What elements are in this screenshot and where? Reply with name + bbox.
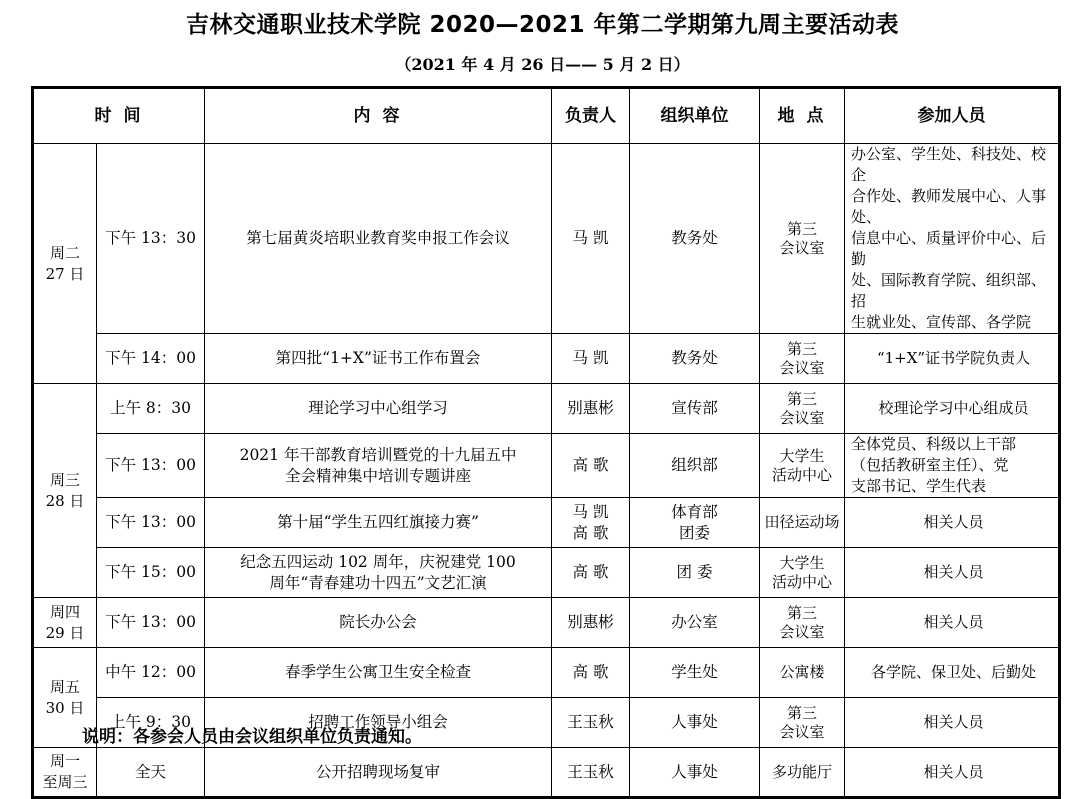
time-cell: 下午 15：00 [97, 548, 205, 598]
content-cell-line: 理论学习中心组学习 [308, 399, 448, 417]
owner-cell-line: 别惠彬 [567, 399, 614, 417]
table-row [33, 598, 1060, 648]
place-cell [760, 548, 845, 598]
place-cell [760, 498, 845, 548]
header-org: 组织单位 [630, 88, 760, 144]
content-cell-line: 公开招聘现场复审 [316, 762, 441, 781]
attendees-cell [845, 598, 1060, 648]
place-cell-line: 会议室 [779, 622, 825, 641]
attendees-cell-line: 全体党员、科级以上干部 [851, 435, 1017, 453]
place-cell [760, 144, 845, 334]
place-cell [760, 434, 845, 498]
content-cell [205, 334, 552, 384]
date-label: 至周三 [42, 773, 88, 791]
content-cell [205, 648, 552, 698]
org-cell [630, 648, 760, 698]
attendees-cell-line: 相关人员 [923, 513, 984, 531]
weekday-label: 周一 [49, 752, 80, 770]
content-cell-line: 招聘工作领导小组会 [308, 713, 448, 731]
table-row [33, 648, 1060, 698]
table-row [33, 334, 1060, 384]
owner-cell [552, 384, 630, 434]
place-cell [760, 334, 845, 384]
weekday-label: 周四 [49, 602, 80, 621]
time-cell: 下午 13：30 [97, 144, 205, 334]
owner-cell-line: 王玉秋 [567, 713, 614, 731]
place-cell-line: 大学生 [779, 553, 825, 572]
footnote: 说明：各参会人员由会议组织单位负责通知。 [82, 727, 422, 747]
place-cell-line: 公寓楼 [779, 663, 825, 681]
content-cell [205, 548, 552, 598]
time-cell: 下午 13：00 [97, 434, 205, 498]
owner-cell [552, 144, 630, 334]
content-cell-line: 第四批“1+X”证书工作布置会 [275, 349, 481, 367]
place-cell-line: 第三 [787, 603, 818, 622]
attendees-cell-line: 生就业处、宣传部、各学院 [851, 313, 1032, 331]
attendees-cell-line: 相关人员 [923, 762, 984, 781]
place-cell-line: 会议室 [779, 408, 825, 427]
place-cell-line: 多功能厅 [772, 762, 833, 781]
attendees-cell [845, 698, 1060, 748]
attendees-cell-line: 相关人员 [923, 613, 984, 631]
header-owner: 负责人 [552, 88, 630, 144]
owner-cell-line: 高 歌 [572, 456, 609, 474]
owner-cell-line: 高 歌 [572, 563, 609, 581]
place-cell-line: 第三 [787, 219, 818, 238]
org-cell [630, 548, 760, 598]
owner-cell [552, 498, 630, 548]
attendees-cell-line: 相关人员 [923, 713, 984, 731]
attendees-cell [845, 748, 1060, 798]
owner-cell [552, 748, 630, 798]
owner-cell-line: 马 凯 [572, 502, 609, 521]
attendees-cell [845, 498, 1060, 548]
owner-cell-line: 马 凯 [572, 229, 609, 247]
date-label: 30 日 [45, 698, 85, 717]
day-cell [33, 144, 97, 384]
attendees-cell [845, 434, 1060, 498]
weekday-label: 周二 [49, 243, 80, 262]
time-cell: 下午 13：00 [97, 498, 205, 548]
time-cell: 下午 13：00 [97, 598, 205, 648]
owner-cell-line: 马 凯 [572, 349, 609, 367]
attendees-cell [845, 548, 1060, 598]
org-cell [630, 498, 760, 548]
header-place: 地 点 [760, 88, 845, 144]
place-cell-line: 第三 [787, 703, 818, 722]
org-cell-line: 组织部 [671, 456, 718, 474]
table-row [33, 434, 1060, 498]
weekday-label: 周五 [49, 677, 80, 696]
table-row [33, 548, 1060, 598]
org-cell-line: 团 委 [676, 563, 713, 581]
place-cell-line: 田径运动场 [764, 513, 840, 531]
date-label: 28 日 [45, 491, 85, 510]
day-cell [33, 748, 97, 798]
org-cell [630, 144, 760, 334]
place-cell-line: 大学生 [779, 446, 825, 465]
header-attendees: 参加人员 [845, 88, 1060, 144]
date-label: 29 日 [45, 623, 85, 642]
place-cell [760, 748, 845, 798]
owner-cell [552, 598, 630, 648]
content-cell [205, 748, 552, 798]
content-cell-line: 2021 年干部教育培训暨党的十九届五中 [239, 445, 517, 464]
org-cell-line: 教务处 [671, 229, 718, 247]
attendees-cell [845, 144, 1060, 334]
owner-cell-line: 王玉秋 [567, 762, 614, 781]
date-label: 27 日 [45, 264, 85, 283]
place-cell [760, 598, 845, 648]
header-content: 内 容 [205, 88, 552, 144]
org-cell [630, 748, 760, 798]
table-row [33, 498, 1060, 548]
date-range: （2021 年 4 月 26 日—— 5 月 2 日） [395, 55, 690, 74]
content-cell [205, 384, 552, 434]
attendees-cell [845, 334, 1060, 384]
org-cell-line: 学生处 [671, 663, 718, 681]
attendees-cell-line: 相关人员 [923, 563, 984, 581]
content-cell-line: 第十届“学生五四红旗接力赛” [277, 513, 479, 531]
owner-cell-line: 高 歌 [572, 523, 609, 542]
content-cell-line: 纪念五四运动 102 周年，庆祝建党 100 [240, 552, 516, 571]
org-cell-line: 教务处 [671, 349, 718, 367]
day-cell [33, 598, 97, 648]
org-cell [630, 384, 760, 434]
place-cell [760, 384, 845, 434]
place-cell-line: 第三 [787, 389, 818, 408]
org-cell [630, 698, 760, 748]
org-cell-line: 团委 [679, 523, 711, 542]
content-cell [205, 598, 552, 648]
header-row [33, 88, 1060, 144]
attendees-cell-line: 校理论学习中心组成员 [878, 399, 1029, 417]
content-cell [205, 144, 552, 334]
attendees-cell-line: 处、国际教育学院、组织部、招 [851, 271, 1047, 310]
org-cell-line: 宣传部 [671, 399, 718, 417]
owner-cell [552, 334, 630, 384]
place-cell-line: 第三 [787, 339, 818, 358]
page-title: 吉林交通职业技术学院 2020—2021 年第二学期第九周主要活动表 [185, 12, 900, 38]
attendees-cell [845, 648, 1060, 698]
place-cell [760, 698, 845, 748]
owner-cell [552, 648, 630, 698]
schedule-table [31, 86, 1061, 799]
owner-cell [552, 548, 630, 598]
org-cell [630, 434, 760, 498]
place-cell [760, 648, 845, 698]
owner-cell-line: 别惠彬 [567, 613, 614, 631]
attendees-cell-line: 信息中心、质量评价中心、后勤 [851, 229, 1047, 268]
org-cell-line: 办公室 [671, 613, 718, 631]
attendees-cell [845, 384, 1060, 434]
place-cell-line: 活动中心 [772, 465, 833, 484]
owner-cell-line: 高 歌 [572, 663, 609, 681]
table-row [33, 748, 1060, 798]
owner-cell [552, 698, 630, 748]
place-cell-line: 活动中心 [772, 572, 833, 591]
attendees-cell-line: 办公室、学生处、科技处、校企 [851, 145, 1047, 184]
content-cell-line: 院长办公会 [339, 613, 417, 631]
table-row [33, 384, 1060, 434]
day-cell [33, 384, 97, 598]
org-cell-line: 人事处 [671, 713, 718, 731]
time-cell: 上午 8：30 [97, 384, 205, 434]
owner-cell [552, 434, 630, 498]
attendees-cell-line: 合作处、教师发展中心、人事处、 [851, 187, 1047, 226]
time-cell: 上午 9：30 [97, 698, 205, 748]
org-cell [630, 598, 760, 648]
weekday-label: 周三 [49, 470, 80, 489]
time-cell: 下午 14：00 [97, 334, 205, 384]
org-cell-line: 体育部 [671, 502, 718, 521]
content-cell-line: 周年“青春建功十四五”文艺汇演 [269, 573, 487, 592]
content-cell-line: 第七届黄炎培职业教育奖申报工作会议 [246, 229, 510, 247]
content-cell [205, 434, 552, 498]
table-row [33, 144, 1060, 334]
content-cell-line: 春季学生公寓卫生安全检查 [285, 663, 472, 681]
place-cell-line: 会议室 [779, 358, 825, 377]
time-cell: 中午 12：00 [97, 648, 205, 698]
org-cell [630, 334, 760, 384]
place-cell-line: 会议室 [779, 722, 825, 741]
attendees-cell-line: “1+X”证书学院负责人 [876, 349, 1031, 367]
attendees-cell-line: （包括教研室主任）、党 [851, 456, 1009, 474]
content-cell [205, 498, 552, 548]
place-cell-line: 会议室 [779, 238, 825, 257]
org-cell-line: 人事处 [671, 762, 718, 781]
content-cell-line: 全会精神集中培训专题讲座 [285, 466, 472, 485]
time-cell: 全天 [97, 748, 205, 798]
header-time: 时 间 [33, 88, 205, 144]
attendees-cell-line: 各学院、保卫处、后勤处 [871, 663, 1037, 681]
attendees-cell-line: 支部书记、学生代表 [851, 477, 987, 495]
